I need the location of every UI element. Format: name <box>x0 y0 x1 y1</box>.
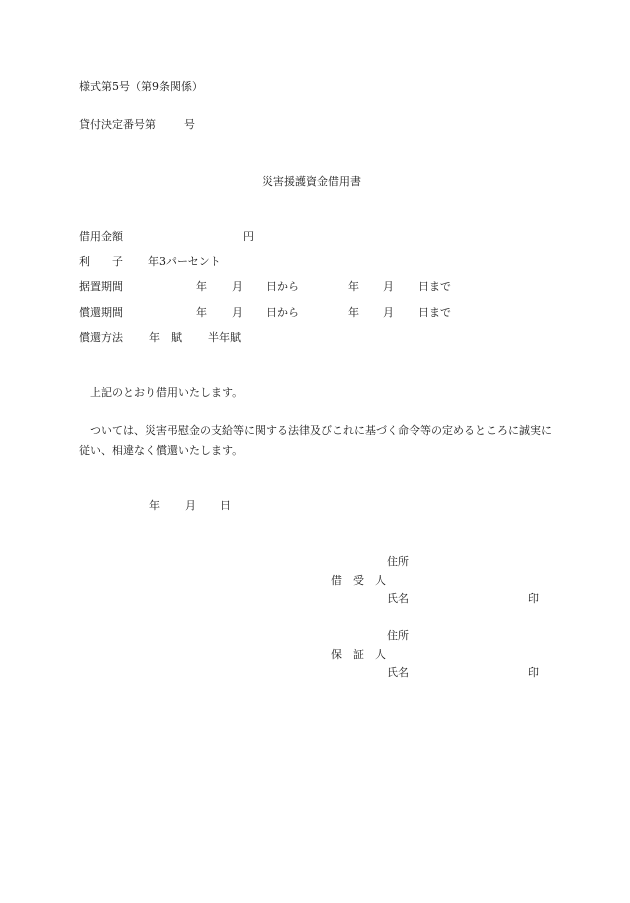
method-annual: 年 賦 <box>149 331 182 344</box>
document-title: 災害援護資金借用書 <box>262 175 361 188</box>
interest-value: 年3パーセント <box>148 255 221 268</box>
guarantor-seal: 印 <box>528 666 539 679</box>
repayment-start-year: 年 <box>196 306 207 319</box>
guarantor-address-label: 住所 <box>387 629 409 642</box>
amount-label: 借用金額 <box>79 230 123 243</box>
form-number: 様式第5号（第9条関係） <box>79 80 203 93</box>
date-year: 年 <box>149 499 160 512</box>
decision-number-label: 貸付決定番号第 <box>79 118 156 131</box>
method-label: 償還方法 <box>79 331 123 344</box>
repayment-start-day: 日から <box>266 306 299 319</box>
guarantor-label: 保 証 人 <box>331 648 386 661</box>
repayment-end-day: 日まで <box>418 306 451 319</box>
paragraph-terms: ついては、災害弔慰金の支給等に関する法律及びこれに基づく命令等の定めるところに誠実に従い、相違なく償還いたします。 <box>79 424 552 457</box>
deferment-end-month: 月 <box>383 280 394 293</box>
guarantor-name-label: 氏名 <box>387 666 409 679</box>
date-day: 日 <box>220 499 231 512</box>
deferment-end-year: 年 <box>348 280 359 293</box>
deferment-end-day: 日まで <box>418 280 451 293</box>
interest-label: 利 子 <box>79 255 123 268</box>
deferment-start-day: 日から <box>266 280 299 293</box>
deferment-label: 据置期間 <box>79 280 123 293</box>
borrower-name-label: 氏名 <box>387 592 409 605</box>
borrower-label: 借 受 人 <box>331 574 386 587</box>
decision-number-suffix: 号 <box>184 118 195 131</box>
repayment-end-year: 年 <box>348 306 359 319</box>
repayment-label: 償還期間 <box>79 306 123 319</box>
repayment-start-month: 月 <box>232 306 243 319</box>
paragraph-borrow: 上記のとおり借用いたします。 <box>90 386 244 399</box>
borrower-seal: 印 <box>528 592 539 605</box>
repayment-end-month: 月 <box>383 306 394 319</box>
date-month: 月 <box>185 499 196 512</box>
deferment-start-month: 月 <box>232 280 243 293</box>
deferment-start-year: 年 <box>196 280 207 293</box>
amount-unit: 円 <box>243 230 254 243</box>
method-semiannual: 半年賦 <box>208 331 241 344</box>
borrower-address-label: 住所 <box>387 555 409 568</box>
